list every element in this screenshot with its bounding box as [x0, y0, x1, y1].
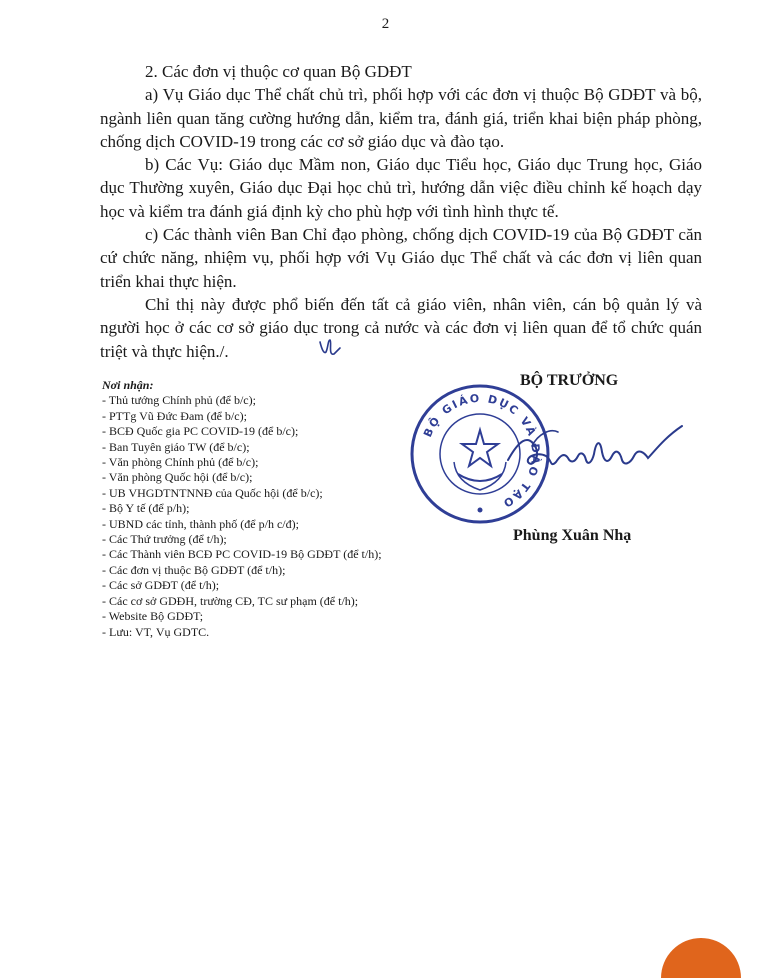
recipient-item: - BCĐ Quốc gia PC COVID-19 (để b/c);	[102, 424, 299, 439]
recipient-item: - Các cơ sở GDĐH, trường CĐ, TC sư phạm (để t/h);	[102, 593, 359, 608]
recipient-item: - UBND các tỉnh, thành phố (để p/h c/đ);	[102, 516, 299, 531]
paragraph-c: c) Các thành viên Ban Chỉ đạo phòng, chống dịch COVID-19 của Bộ GDĐT căn cứ chức năng, nhiệm vụ, phối hợp với Vụ Giáo dục Thể chất và các đơn vị liên quan triển khai thực hiện.	[100, 225, 702, 291]
recipient-item: - Văn phòng Quốc hội (để b/c);	[102, 470, 253, 485]
recipient-item: - UB VHGDTNTNNĐ của Quốc hội (để b/c);	[102, 485, 323, 500]
recipient-item: - Ban Tuyên giáo TW (để b/c);	[102, 439, 250, 454]
paragraph-a: a) Vụ Giáo dục Thể chất chủ trì, phối hợp với các đơn vị thuộc Bộ GDĐT và bộ, ngành liên quan tăng cường hướng dẫn, kiểm tra, đánh giá, triển khai biện pháp phòng, chống dịch COVID-19 trong các cơ sở giáo dục và đào tạo.	[100, 85, 702, 151]
recipient-item: - Các sở GDĐT (để t/h);	[102, 578, 220, 593]
signer-title: BỘ TRƯỞNG	[520, 372, 619, 389]
closing-paragraph: Chỉ thị này được phổ biến đến tất cả giáo viên, nhân viên, cán bộ quản lý và người học ở các cơ sở giáo dục trong cả nước và các đơn vị liên quan để tổ chức quán triệt và thực hiện./.	[100, 294, 702, 361]
document-body	[100, 60, 702, 363]
recipient-item: - Website Bộ GDĐT;	[102, 609, 204, 624]
signature-icon	[498, 412, 688, 482]
recipients-list	[102, 393, 442, 640]
page-number: 2	[381, 16, 390, 32]
paragraph-b: b) Các Vụ: Giáo dục Mầm non, Giáo dục Tiểu học, Giáo dục Trung học, Giáo dục Thường xuyên, Giáo dục Đại học chủ trì, hướng dẫn việc điều chỉnh kế hoạch dạy học và kiểm tra đánh giá định kỳ cho phù hợp với tình hình thực tế.	[100, 155, 702, 221]
recipients-title: Nơi nhận:	[102, 378, 154, 392]
signer-name: Phùng Xuân Nhạ	[513, 527, 632, 544]
recipient-item: - Các đơn vị thuộc Bộ GDĐT (để t/h);	[102, 562, 286, 577]
recipient-item: - Các Thành viên BCĐ PC COVID-19 Bộ GDĐT (để t/h);	[102, 547, 382, 562]
recipient-item: - Văn phòng Chính phủ (để b/c);	[102, 455, 259, 470]
handwritten-initials-icon	[316, 334, 342, 360]
svg-text:BỘ GIÁO DỤC VÀ ĐÀO TẠO: BỘ GIÁO DỤC VÀ ĐÀO TẠO	[421, 391, 543, 511]
recipient-item: - Các Thứ trưởng (để t/h);	[102, 532, 227, 547]
recipient-item: - PTTg Vũ Đức Đam (để b/c);	[102, 408, 247, 423]
decorative-corner-shape	[661, 938, 741, 978]
recipient-item: - Thủ tướng Chính phủ (để b/c);	[102, 393, 256, 408]
recipient-item: - Lưu: VT, Vụ GDTC.	[102, 624, 210, 639]
recipients-block	[102, 378, 442, 640]
recipient-item: - Bộ Y tế (để p/h);	[102, 501, 190, 516]
section-heading: 2. Các đơn vị thuộc cơ quan Bộ GDĐT	[145, 62, 412, 81]
